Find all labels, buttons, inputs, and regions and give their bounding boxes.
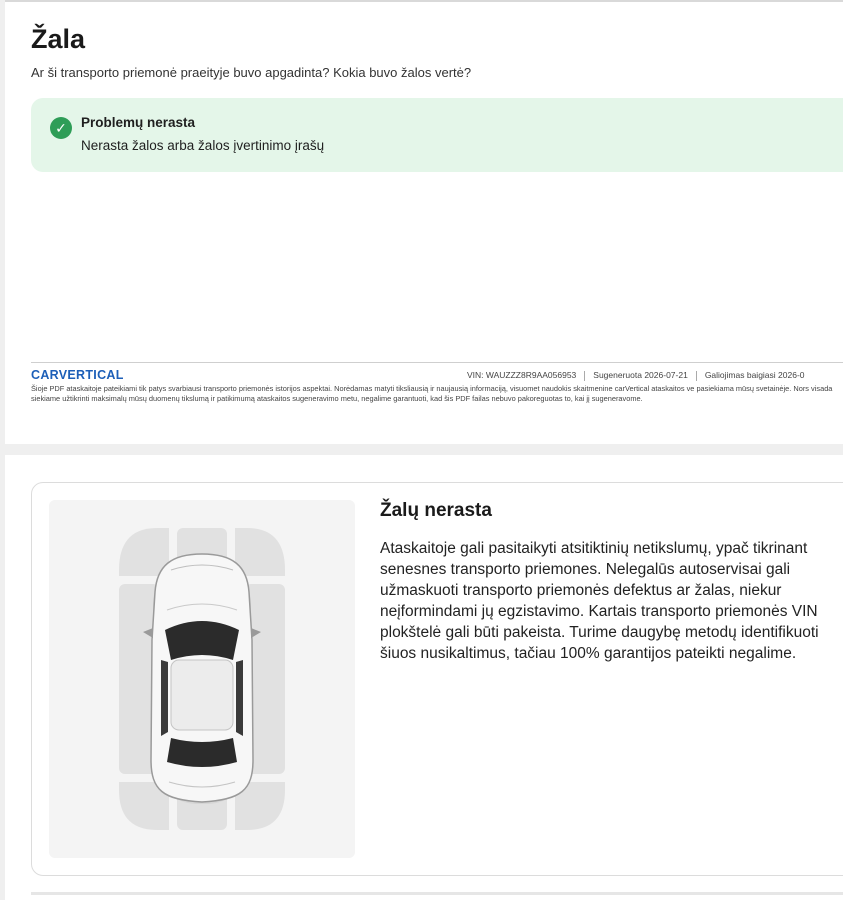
status-box	[31, 98, 843, 172]
card-description: Ataskaitoje gali pasitaikyti atsitiktinių netikslumų, ypač tikrinant senesnes transporto priemones. Nelegalūs autoservisai gali užmaskuoti transporto priemonės defektus ar žalas, niekur neįformindami jų egzistavimo. Kartais transporto priemonės VIN plokštelė gali būti pakeista. Turime daugybę metodų identifikuoti šiuos nusikaltimus, tačiau 100% garantijos pateikti negalime.	[380, 540, 819, 662]
section-title: Žala	[31, 24, 86, 54]
report-page	[5, 0, 843, 444]
footer-divider	[31, 362, 843, 363]
bottom-divider	[31, 892, 843, 895]
status-title: Problemų nerasta	[81, 115, 196, 130]
damage-card	[31, 482, 843, 876]
section-subtitle: Ar ši transporto priemonė praeityje buvo apgadinta? Kokia buvo žalos vertė?	[31, 65, 472, 80]
disclaimer-text: Šioje PDF ataskaitoje pateikiami tik patys svarbiausi transporto priemonės istorijos aspektai. Norėdamas matyti tiksliausią ir naujausią informaciją, visuomet naudokis skaitmenine carVertical ataskaitos ve pasiekiama mūsų svetainėje. Nors visada siekiame užtikrinti maksimalų mūsų duomenų tikslumą ir patikimumą ataskaitos sugeneravimo metu, negalime garantuoti, kad šis PDF failas nebuvo pakoreguotas to, kai jį sugeneravome.	[31, 384, 833, 404]
card-title: Žalų nerasta	[380, 500, 492, 521]
vin-text: VIN: WAUZZZ8R9AA056953	[467, 370, 577, 380]
report-page-2	[5, 455, 843, 900]
car-top-view-icon	[49, 500, 355, 858]
check-circle-icon: ✓	[50, 117, 72, 139]
car-diagram-panel	[49, 500, 355, 858]
status-text: Nerasta žalos arba žalos įvertinimo įrašų	[81, 138, 325, 153]
carvertical-logo: CARVERTICAL	[31, 368, 124, 382]
generated-date: Sugeneruota 2026-07-21	[593, 370, 688, 380]
expiry-date: Galiojimas baigiasi 2026-0	[704, 370, 805, 380]
report-meta	[467, 370, 805, 381]
